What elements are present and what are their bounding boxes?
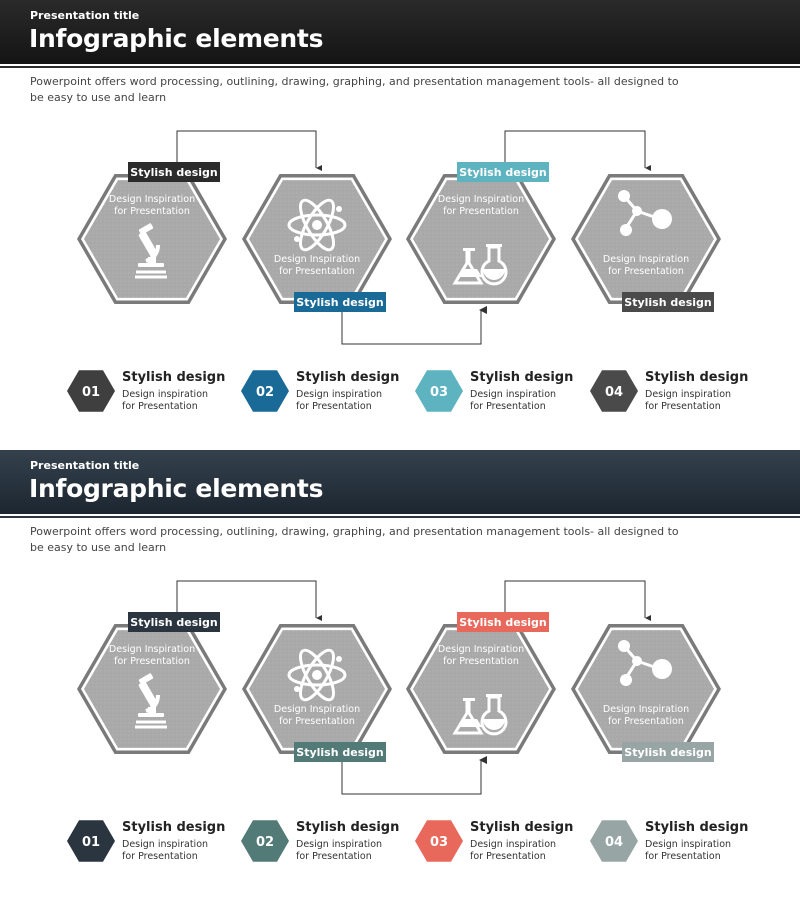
hexagon-caption <box>438 194 524 217</box>
hexagon-caption-text: Design Inspiration <box>108 194 196 205</box>
hexagon-caption-text-line2: for Presentation <box>608 266 684 277</box>
tag-label-1 <box>128 162 220 182</box>
step-2 <box>240 368 410 414</box>
connector-2-3 <box>342 310 481 344</box>
tag-text: Stylish design <box>296 746 384 759</box>
tag-label-3 <box>457 612 549 632</box>
hexagon-1 <box>77 624 227 754</box>
step-subtitle: Design inspiration for Presentation <box>645 839 732 862</box>
hexagon-caption-text-line2: for Presentation <box>443 206 519 217</box>
hexagon-2 <box>242 174 392 304</box>
step-4 <box>589 368 759 414</box>
hexagon-caption-text: Design Inspiration <box>108 644 196 655</box>
step-subtitle: Design inspiration for Presentation <box>122 839 209 862</box>
tag-label-2 <box>294 742 386 762</box>
hexagon-caption-text-line2: for Presentation <box>114 206 190 217</box>
step-number-badge <box>414 368 464 414</box>
connector-2-3 <box>342 760 481 794</box>
step-subtitle: Design inspiration for Presentation <box>470 839 557 862</box>
hexagon-1 <box>77 174 227 304</box>
slide-description: Powerpoint offers word processing, outlining, drawing, graphing, and presentation management tools- all designed to be easy to use and learn <box>30 525 679 554</box>
step-subtitle: Design inspiration for Presentation <box>296 389 383 412</box>
hexagon-3 <box>406 174 556 304</box>
step-title: Stylish design <box>122 370 226 385</box>
hexagon-caption-text-line2: for Presentation <box>443 656 519 667</box>
step-number: 01 <box>81 835 101 850</box>
hexagon-caption <box>274 704 360 727</box>
slide-title: Infographic elements <box>29 474 324 503</box>
step-subtitle: Design inspiration for Presentation <box>296 839 383 862</box>
step-subtitle: Design inspiration for Presentation <box>122 389 209 412</box>
step-subtitle: Design inspiration for Presentation <box>645 389 732 412</box>
step-3 <box>414 368 584 414</box>
hexagon-caption <box>603 254 689 277</box>
hexagon-2 <box>242 624 392 754</box>
step-number-badge <box>589 368 639 414</box>
tag-text: Stylish design <box>459 616 547 629</box>
step-number: 04 <box>604 835 624 850</box>
tag-text: Stylish design <box>459 166 547 179</box>
slide-description: Powerpoint offers word processing, outlining, drawing, graphing, and presentation management tools- all designed to be easy to use and learn <box>30 75 679 104</box>
tag-text: Stylish design <box>624 296 712 309</box>
step-number-badge <box>589 818 639 864</box>
step-title: Stylish design <box>296 820 400 835</box>
step-number: 04 <box>604 385 624 400</box>
hexagon-caption <box>109 194 195 217</box>
step-1 <box>66 818 236 864</box>
hexagon-3 <box>406 624 556 754</box>
tag-text: Stylish design <box>296 296 384 309</box>
step-title: Stylish design <box>645 370 749 385</box>
hexagon-4 <box>571 174 721 304</box>
tag-label-2 <box>294 292 386 312</box>
hexagon-caption-text-line2: for Presentation <box>279 716 355 727</box>
step-number-badge <box>240 818 290 864</box>
presentation-title: Presentation title <box>30 9 140 22</box>
hexagon-caption-text-line2: for Presentation <box>608 716 684 727</box>
step-number-badge <box>240 368 290 414</box>
tag-label-4 <box>622 292 714 312</box>
hexagon-caption-text: Design Inspiration <box>273 254 361 265</box>
tag-text: Stylish design <box>130 616 218 629</box>
step-number: 02 <box>255 385 275 400</box>
step-number: 03 <box>429 385 449 400</box>
hexagon-caption-text: Design Inspiration <box>437 644 525 655</box>
hexagon-caption-text: Design Inspiration <box>602 254 690 265</box>
slide-2 <box>0 450 800 900</box>
step-number-badge <box>414 818 464 864</box>
step-title: Stylish design <box>470 820 574 835</box>
hexagon-caption <box>603 704 689 727</box>
step-number: 03 <box>429 835 449 850</box>
step-3 <box>414 818 584 864</box>
hexagon-caption <box>109 644 195 667</box>
hexagon-caption-text-line2: for Presentation <box>114 656 190 667</box>
tag-label-3 <box>457 162 549 182</box>
step-4 <box>589 818 759 864</box>
hexagon-caption <box>438 644 524 667</box>
hexagon-caption-text: Design Inspiration <box>437 194 525 205</box>
slide-title: Infographic elements <box>29 24 324 53</box>
hexagon-caption <box>274 254 360 277</box>
step-title: Stylish design <box>645 820 749 835</box>
step-number: 02 <box>255 835 275 850</box>
step-number-badge <box>66 818 116 864</box>
step-number: 01 <box>81 385 101 400</box>
tag-text: Stylish design <box>624 746 712 759</box>
hexagon-4 <box>571 624 721 754</box>
step-number-badge <box>66 368 116 414</box>
hexagon-caption-text: Design Inspiration <box>602 704 690 715</box>
hexagon-caption-text: Design Inspiration <box>273 704 361 715</box>
tag-label-1 <box>128 612 220 632</box>
step-subtitle: Design inspiration for Presentation <box>470 389 557 412</box>
step-2 <box>240 818 410 864</box>
step-title: Stylish design <box>296 370 400 385</box>
step-title: Stylish design <box>470 370 574 385</box>
step-1 <box>66 368 236 414</box>
tag-text: Stylish design <box>130 166 218 179</box>
tag-label-4 <box>622 742 714 762</box>
presentation-title: Presentation title <box>30 459 140 472</box>
step-title: Stylish design <box>122 820 226 835</box>
hexagon-caption-text-line2: for Presentation <box>279 266 355 277</box>
